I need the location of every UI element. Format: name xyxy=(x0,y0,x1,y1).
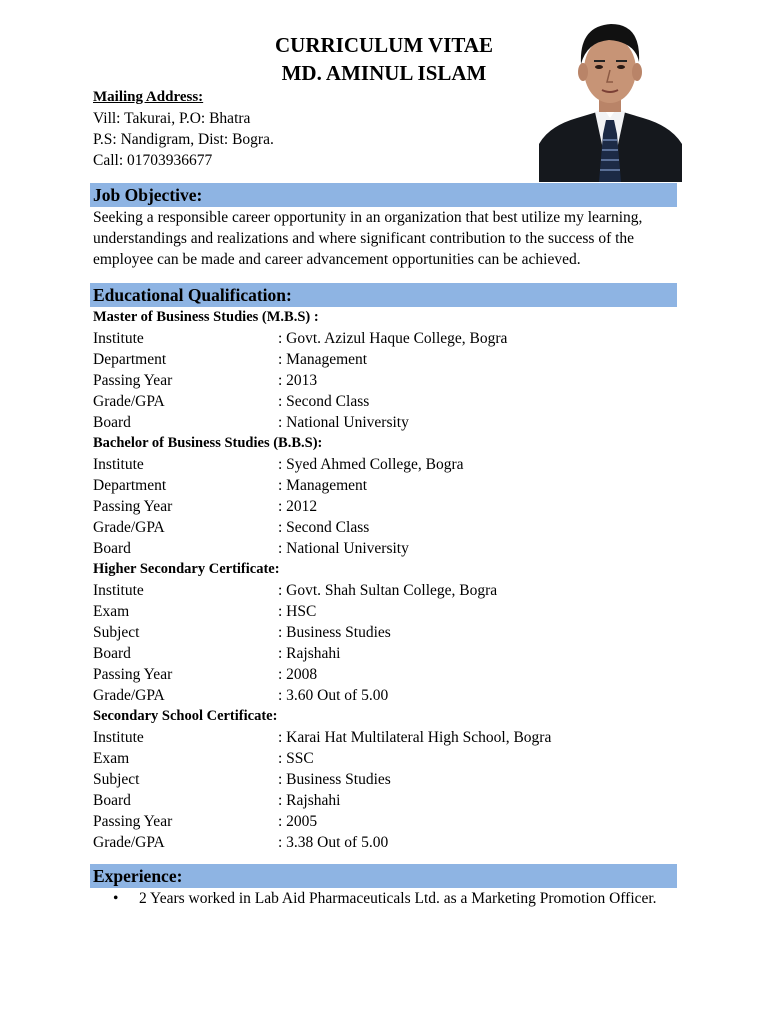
job-objective-heading: Job Objective: xyxy=(93,185,203,205)
row-value: : 2005 xyxy=(278,813,318,830)
education-row xyxy=(93,517,683,538)
row-value: : National University xyxy=(278,414,409,431)
degree-title: Secondary School Certificate: xyxy=(93,708,278,724)
education-row xyxy=(93,769,683,790)
row-label: Department xyxy=(93,351,167,368)
degree-title: Master of Business Studies (M.B.S) : xyxy=(93,309,319,325)
row-value: : Rajshahi xyxy=(278,792,341,809)
education-row xyxy=(93,391,683,412)
row-value: : National University xyxy=(278,540,409,557)
row-value: : Management xyxy=(278,477,368,494)
job-objective-bar xyxy=(90,183,677,207)
experience-list xyxy=(113,888,673,909)
row-value: : 3.60 Out of 5.00 xyxy=(278,687,389,704)
education-row xyxy=(93,727,683,748)
row-value: : Management xyxy=(278,351,368,368)
row-label: Passing Year xyxy=(93,372,173,389)
row-label: Exam xyxy=(93,603,130,620)
education-list xyxy=(93,307,683,853)
job-objective-text: Seeking a responsible career opportunity in an organization that best utilize my learning, understandings and realizations and where significant contribution to the success of the employee can be made and career advancement opportunities can be achieved. xyxy=(93,209,643,268)
education-row xyxy=(93,811,683,832)
row-label: Grade/GPA xyxy=(93,687,165,704)
degree-title: Bachelor of Business Studies (B.B.S): xyxy=(93,435,323,451)
education-heading: Educational Qualification: xyxy=(93,285,292,305)
degree-title: Higher Secondary Certificate: xyxy=(93,561,280,577)
education-row xyxy=(93,454,683,475)
row-label: Grade/GPA xyxy=(93,393,165,410)
address-line: Vill: Takurai, P.O: Bhatra xyxy=(93,110,251,127)
bullet-icon: • xyxy=(113,890,119,907)
education-row xyxy=(93,790,683,811)
row-label: Board xyxy=(93,540,131,557)
education-row xyxy=(93,664,683,685)
row-label: Institute xyxy=(93,729,144,746)
applicant-name: MD. AMINUL ISLAM xyxy=(281,61,487,85)
education-row xyxy=(93,580,683,601)
row-value: : Second Class xyxy=(278,393,370,410)
row-label: Institute xyxy=(93,582,144,599)
education-row xyxy=(93,475,683,496)
education-row xyxy=(93,496,683,517)
row-label: Exam xyxy=(93,750,130,767)
education-row xyxy=(93,601,683,622)
row-value: : Rajshahi xyxy=(278,645,341,662)
address-line: P.S: Nandigram, Dist: Bogra. xyxy=(93,131,274,148)
education-row xyxy=(93,538,683,559)
row-label: Board xyxy=(93,645,131,662)
mailing-address-heading: Mailing Address: xyxy=(93,89,204,105)
row-value: : 2012 xyxy=(278,498,318,515)
row-label: Passing Year xyxy=(93,666,173,683)
education-row xyxy=(93,685,683,706)
experience-heading: Experience: xyxy=(93,866,183,886)
row-value: : SSC xyxy=(278,750,314,767)
row-label: Institute xyxy=(93,456,144,473)
row-value: : Govt. Shah Sultan College, Bogra xyxy=(278,582,498,599)
profile-photo xyxy=(539,12,682,182)
row-value: : Second Class xyxy=(278,519,370,536)
phone-line: Call: 01703936677 xyxy=(93,152,213,169)
row-value: : Syed Ahmed College, Bogra xyxy=(278,456,464,473)
row-label: Subject xyxy=(93,624,140,641)
row-label: Board xyxy=(93,792,131,809)
education-row xyxy=(93,643,683,664)
experience-item: 2 Years worked in Lab Aid Pharmaceuticals Ltd. as a Marketing Promotion Officer. xyxy=(139,890,657,907)
education-row xyxy=(93,349,683,370)
education-row xyxy=(93,748,683,769)
document-title: CURRICULUM VITAE xyxy=(275,33,493,57)
education-row xyxy=(93,412,683,433)
education-bar xyxy=(90,283,677,307)
row-value: : 3.38 Out of 5.00 xyxy=(278,834,389,851)
row-label: Grade/GPA xyxy=(93,834,165,851)
row-label: Passing Year xyxy=(93,813,173,830)
row-label: Grade/GPA xyxy=(93,519,165,536)
row-label: Passing Year xyxy=(93,498,173,515)
row-label: Board xyxy=(93,414,131,431)
experience-bar xyxy=(90,864,677,888)
education-row xyxy=(93,832,683,853)
row-value: : HSC xyxy=(278,603,317,620)
row-label: Subject xyxy=(93,771,140,788)
mailing-address xyxy=(93,87,274,171)
row-value: : 2013 xyxy=(278,372,318,389)
row-value: : 2008 xyxy=(278,666,318,683)
education-row xyxy=(93,328,683,349)
row-label: Institute xyxy=(93,330,144,347)
row-value: : Business Studies xyxy=(278,771,391,788)
row-label: Department xyxy=(93,477,167,494)
row-value: : Business Studies xyxy=(278,624,391,641)
row-value: : Govt. Azizul Haque College, Bogra xyxy=(278,330,508,347)
row-value: : Karai Hat Multilateral High School, Bogra xyxy=(278,729,552,746)
education-row xyxy=(93,622,683,643)
education-row xyxy=(93,370,683,391)
